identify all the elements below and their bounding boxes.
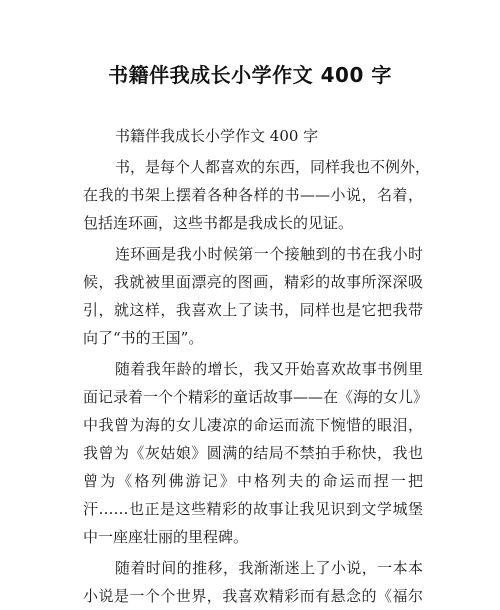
text-line: 候，我就被里面漂亮的图画，精彩的故事所深深吸	[83, 273, 423, 291]
text-line: 引，就这样，我喜欢上了读书，同样也是它把我带	[83, 301, 423, 319]
text-line: 面记录着一个个精彩的童话故事——在《海的女儿》	[83, 388, 429, 406]
text-line: 小说是一个个世界，我喜欢精彩而有悬念的《福尔	[83, 587, 423, 605]
text-line: 汗……也正是这些精彩的故事让我见识到文学城堡	[83, 500, 423, 518]
text-line: 中我曾为海的女儿凄凉的命运而流下惋惜的眼泪，	[83, 416, 423, 434]
text-line: 我曾为《灰姑娘》圆满的结局不禁拍手称快，我也	[83, 444, 423, 462]
text-line: 曾为《格列佛游记》中格列夫的命运而捏一把	[83, 472, 423, 490]
text-line: 随着我年龄的增长，我又开始喜欢故事书例里	[115, 360, 423, 378]
text-line: 随着时间的推移，我渐渐迷上了小说，一本本	[115, 559, 423, 577]
document-title: 书籍伴我成长小学作文 400 字	[108, 63, 392, 87]
text-line: 包括连环画，这些书都是我成长的见证。	[83, 214, 354, 232]
text-line: 书籍伴我成长小学作文 400 字	[115, 127, 319, 145]
text-line: 连环画是我小时候第一个接触到的书在我小时	[115, 245, 423, 263]
document-body	[83, 122, 431, 610]
text-line: 在我的书架上摆着各种各样的书——小说，名着，	[83, 186, 423, 204]
text-line: 向了“书的王国”。	[83, 329, 204, 347]
text-line: 中一座座壮丽的里程碑。	[83, 528, 249, 546]
text-line: 书，是每个人都喜欢的东西，同样我也不例外，	[115, 158, 431, 176]
